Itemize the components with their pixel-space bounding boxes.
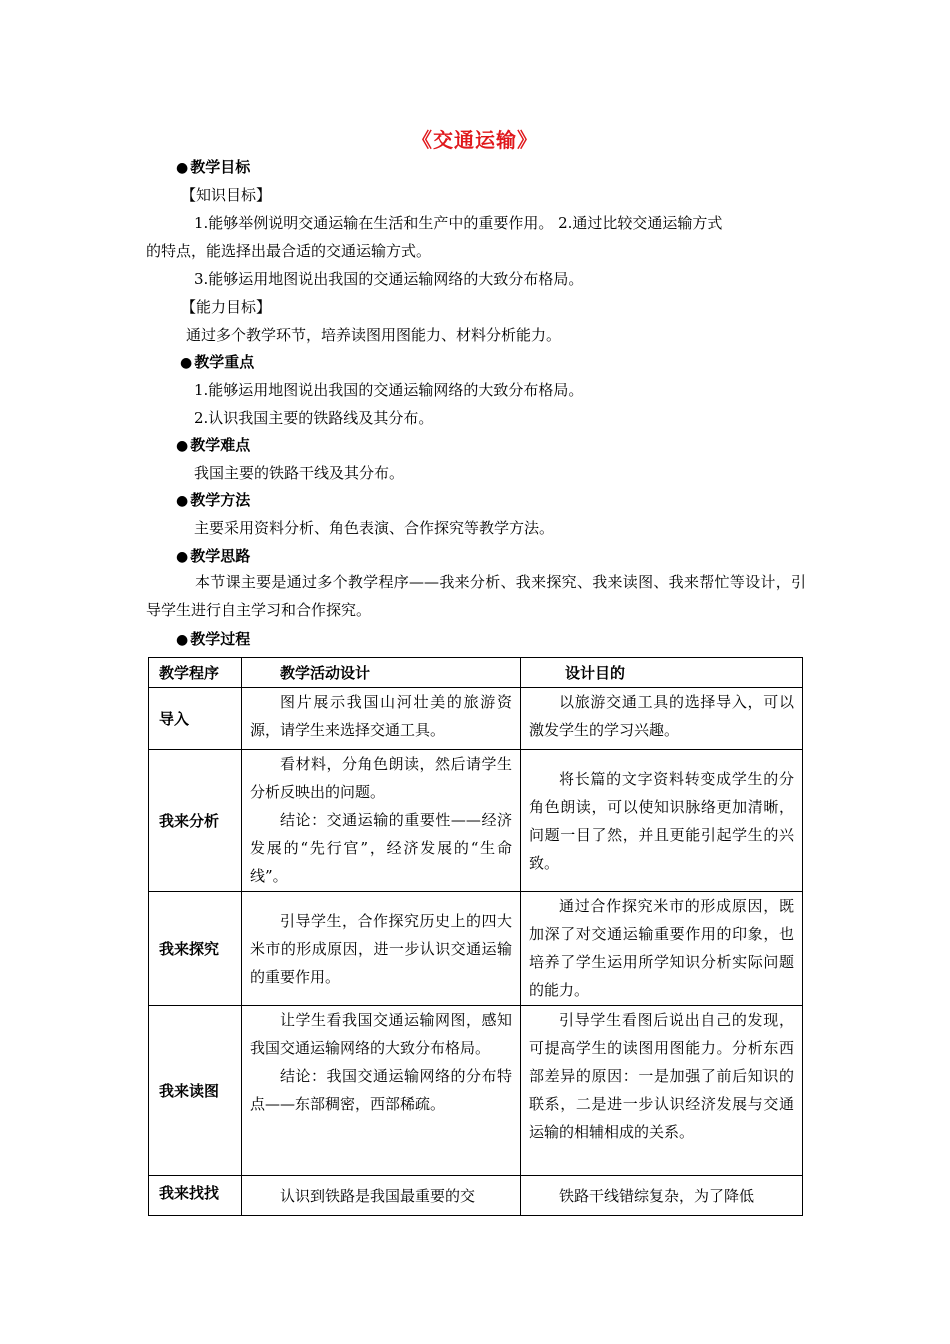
bullet-icon: ● xyxy=(176,632,189,648)
header-purpose xyxy=(521,658,803,688)
purpose-text: 铁路干线错综复杂，为了降低 xyxy=(559,1186,755,1205)
purpose-cell xyxy=(521,750,803,892)
activity-cell xyxy=(242,750,521,892)
difficulty-heading xyxy=(176,435,250,456)
purpose-text: 以旅游交通工具的选择导入，可以激发学生的学习兴趣。 xyxy=(529,693,794,739)
activity-cell xyxy=(242,1006,521,1176)
stage-cell: 我来探究 xyxy=(149,892,242,1006)
key-points-heading-text: 教学重点 xyxy=(194,353,255,371)
activity-text: 认识到铁路是我国最重要的交 xyxy=(280,1186,476,1205)
activity-text: 引导学生，合作探究历史上的四大米市的形成原因，进一步认识交通运输的重要作用。 xyxy=(250,911,512,986)
key-point-2: 2.认识我国主要的铁路线及其分布。 xyxy=(194,409,434,427)
table-row xyxy=(149,1006,803,1176)
header-purpose-text: 设计目的 xyxy=(565,664,626,682)
goals-heading xyxy=(176,157,250,178)
header-stage xyxy=(149,658,242,688)
header-activity-text: 教学活动设计 xyxy=(280,664,371,682)
purpose-text: 将长篇的文字资料转变成学生的分角色朗读，可以使知识脉络更加清晰，问题一目了然，并且更能引起学生的兴致。 xyxy=(529,769,794,872)
bullet-icon: ● xyxy=(176,549,189,565)
purpose-cell xyxy=(521,1176,803,1216)
knowledge-label: 【知识目标】 xyxy=(181,186,272,204)
approach-heading-text: 教学思路 xyxy=(190,547,251,565)
method-heading-text: 教学方法 xyxy=(190,491,251,509)
purpose-text: 通过合作探究米市的形成原因，既加深了对交通运输重要作用的印象，也培养了学生运用所学知识分析实际问题的能力。 xyxy=(529,897,794,999)
activity-text: 看材料，分角色朗读，然后请学生分析反映出的问题。 xyxy=(250,755,512,801)
document-title: 《交通运输》 xyxy=(412,128,538,152)
goals-heading-text: 教学目标 xyxy=(190,158,251,176)
key-point-1: 1.能够运用地图说出我国的交通运输网络的大致分布格局。 xyxy=(194,381,584,399)
approach-text: 本节课主要是通过多个教学程序——我来分析、我来探究、我来读图、我来帮忙等设计，引导学生进行自主学习和合作探究。 xyxy=(146,573,806,619)
table-row xyxy=(149,750,803,892)
process-table xyxy=(148,657,803,1216)
purpose-cell xyxy=(521,688,803,750)
table-header-row xyxy=(149,658,803,688)
header-activity xyxy=(242,658,521,688)
activity-text: 让学生看我国交通运输网图，感知我国交通运输网络的大致分布格局。 xyxy=(250,1011,512,1057)
approach-heading xyxy=(176,546,250,567)
process-heading xyxy=(176,629,250,650)
purpose-text: 引导学生看图后说出自己的发现，可提高学生的读图用图能力。分析东西部差异的原因：一是加强了前后知识的联系，二是进一步认识经济发展与交通运输的相辅相成的关系。 xyxy=(529,1011,794,1141)
table-row xyxy=(149,1176,803,1216)
bullet-icon: ● xyxy=(176,438,189,454)
key-points-heading xyxy=(180,352,254,373)
ability-text: 通过多个教学环节，培养读图用图能力、材料分析能力。 xyxy=(186,326,562,344)
stage-cell: 我来分析 xyxy=(149,750,242,892)
method-text: 主要采用资料分析、角色表演、合作探究等教学方法。 xyxy=(194,519,555,537)
activity-cell xyxy=(242,892,521,1006)
stage-cell: 我来读图 xyxy=(149,1006,242,1176)
table-row xyxy=(149,892,803,1006)
stage-cell: 我来找找 xyxy=(149,1176,242,1216)
process-heading-text: 教学过程 xyxy=(190,630,251,648)
activity-cell xyxy=(242,1176,521,1216)
knowledge-goal-1-line2: 的特点，能选择出最合适的交通运输方式。 xyxy=(146,242,432,260)
activity-cell xyxy=(242,688,521,750)
stage-cell: 导入 xyxy=(149,688,242,750)
difficulty-text: 我国主要的铁路干线及其分布。 xyxy=(194,464,405,482)
bullet-icon: ● xyxy=(176,160,189,176)
purpose-cell xyxy=(521,1006,803,1176)
activity-conclusion: 结论：交通运输的重要性——经济发展的“先行官”，经济发展的“生命线”。 xyxy=(250,811,512,885)
purpose-cell xyxy=(521,892,803,1006)
bullet-icon: ● xyxy=(180,355,193,371)
ability-label: 【能力目标】 xyxy=(181,298,272,316)
table-row xyxy=(149,688,803,750)
bullet-icon: ● xyxy=(176,493,189,509)
knowledge-goal-1-line1: 1.能够举例说明交通运输在生活和生产中的重要作用。 2.通过比较交通运输方式 xyxy=(194,214,723,232)
header-stage-text: 教学程序 xyxy=(159,664,220,682)
activity-conclusion: 结论：我国交通运输网络的分布特点——东部稠密，西部稀疏。 xyxy=(250,1067,512,1113)
activity-text: 图片展示我国山河壮美的旅游资源，请学生来选择交通工具。 xyxy=(250,693,512,739)
method-heading xyxy=(176,490,250,511)
difficulty-heading-text: 教学难点 xyxy=(190,436,251,454)
knowledge-goal-3: 3.能够运用地图说出我国的交通运输网络的大致分布格局。 xyxy=(194,270,584,288)
